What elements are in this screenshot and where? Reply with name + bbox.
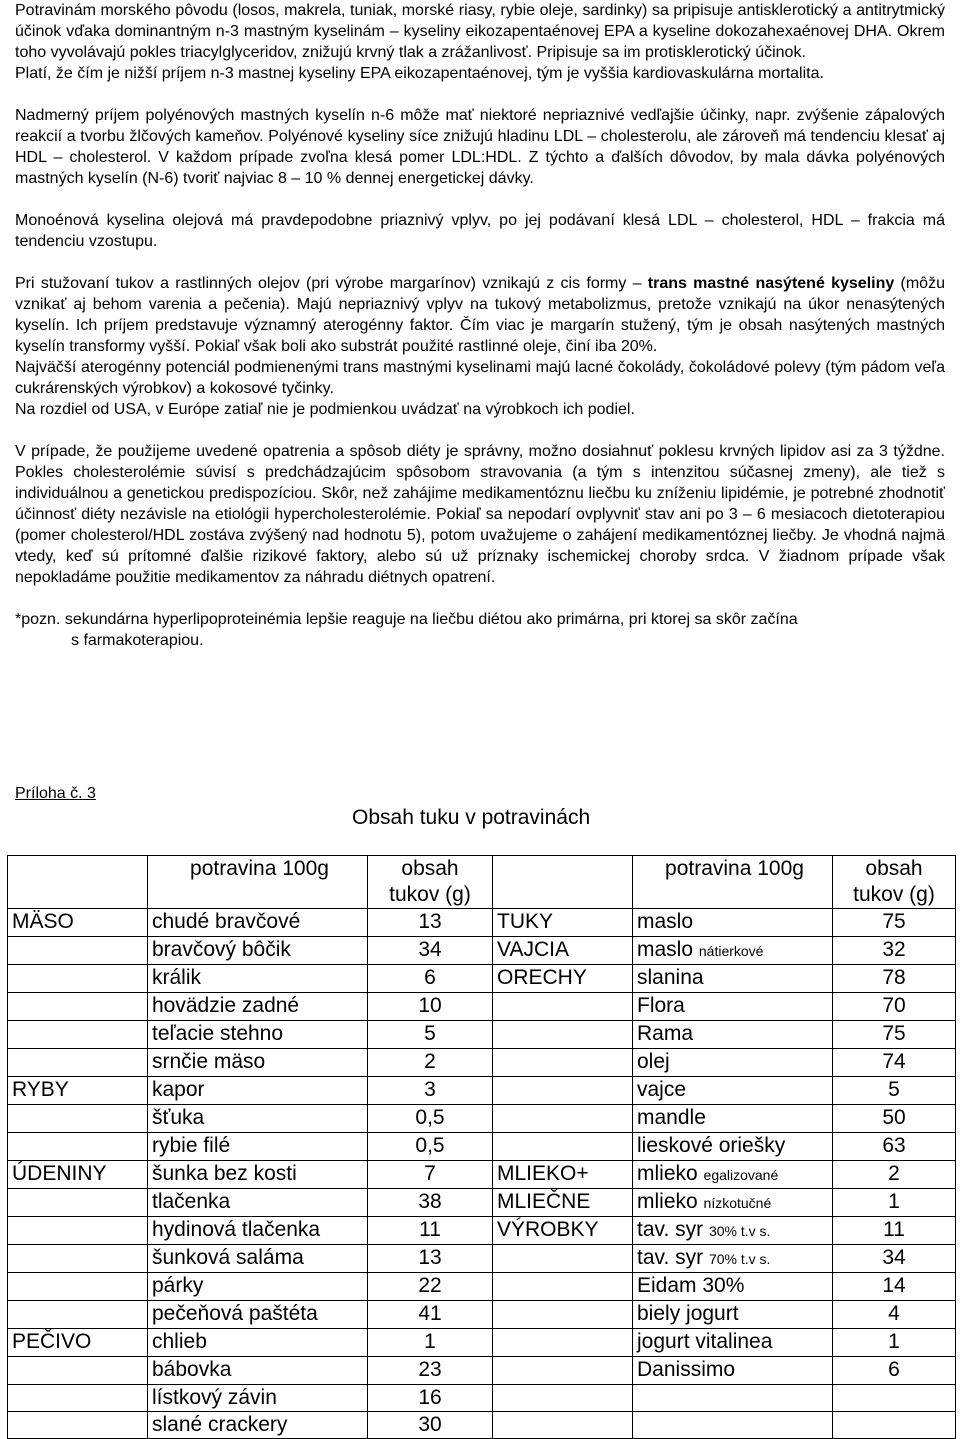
food-cell-left: šunka bez kosti bbox=[148, 1161, 368, 1189]
table-caption: Obsah tuku v potravinách bbox=[352, 806, 591, 829]
fat-cell-right bbox=[833, 1412, 956, 1439]
food-cell-left: rybie filé bbox=[148, 1133, 368, 1161]
group-cell-left bbox=[8, 1301, 148, 1329]
food-cell-left: slané crackery bbox=[148, 1412, 368, 1439]
fat-cell-left: 0,5 bbox=[368, 1133, 493, 1161]
food-cell-left: králik bbox=[148, 965, 368, 993]
fat-cell-right: 2 bbox=[833, 1161, 956, 1189]
fat-cell-right: 1 bbox=[833, 1189, 956, 1217]
food-cell-right bbox=[633, 1412, 833, 1439]
table-row bbox=[8, 1412, 956, 1439]
food-cell-right: tav. syr 30% t.v s. bbox=[633, 1217, 833, 1245]
food-cell-left: chlieb bbox=[148, 1329, 368, 1357]
food-cell-left: bábovka bbox=[148, 1357, 368, 1385]
food-cell-left: hydinová tlačenka bbox=[148, 1217, 368, 1245]
food-cell-left: hovädzie zadné bbox=[148, 993, 368, 1021]
header-food-left: potravina 100g bbox=[148, 856, 368, 909]
fat-cell-left: 5 bbox=[368, 1021, 493, 1049]
food-qualifier: 30% t.v s. bbox=[708, 1223, 771, 1239]
food-cell-left: bravčový bôčik bbox=[148, 937, 368, 965]
group-cell-right bbox=[493, 1245, 633, 1273]
group-cell-right bbox=[493, 1273, 633, 1301]
group-cell-left bbox=[8, 993, 148, 1021]
table-row bbox=[8, 993, 956, 1021]
header-fat-right: obsah tukov (g) bbox=[833, 856, 956, 909]
fat-cell-right: 74 bbox=[833, 1049, 956, 1077]
food-cell-left: srnčie mäso bbox=[148, 1049, 368, 1077]
food-cell-left: kapor bbox=[148, 1077, 368, 1105]
food-cell-right: olej bbox=[633, 1049, 833, 1077]
fat-cell-right: 5 bbox=[833, 1077, 956, 1105]
fat-cell-right: 78 bbox=[833, 965, 956, 993]
fat-cell-right: 63 bbox=[833, 1133, 956, 1161]
group-cell-right: VAJCIA bbox=[493, 937, 633, 965]
fat-cell-left: 6 bbox=[368, 965, 493, 993]
food-cell-right: lieskové oriešky bbox=[633, 1133, 833, 1161]
food-cell-right: slanina bbox=[633, 965, 833, 993]
group-cell-left bbox=[8, 1412, 148, 1439]
group-cell-right: TUKY bbox=[493, 909, 633, 937]
food-cell-right: Eidam 30% bbox=[633, 1273, 833, 1301]
paragraph-trans-fats: Pri stužovaní tukov a rastlinných olejov (pri výrobe margarínov) vznikajú z cis formy – trans mastné nasýtené kyseliny (môžu vznikať aj behom varenia a pečenia). Majú nepriaznivý vplyv na tukový metabolizmus, pretože vznikajú na úkor nenasýtených kyselín. Ich príjem predstavuje významný aterogénny faktor. Čím viac je margarín stužený, tým je obsah nasýtených mastných kyselín transformy vyšší. Pokiaľ však boli ako substrát použité rastlinné oleje, činí iba 20%. bbox=[15, 275, 945, 355]
fat-cell-left: 13 bbox=[368, 1245, 493, 1273]
table-row bbox=[8, 965, 956, 993]
fat-cell-left: 16 bbox=[368, 1385, 493, 1412]
fat-cell-left: 22 bbox=[368, 1273, 493, 1301]
table-row bbox=[8, 1049, 956, 1077]
group-cell-left bbox=[8, 937, 148, 965]
group-cell-left bbox=[8, 1357, 148, 1385]
table-header-row bbox=[8, 856, 956, 909]
fat-cell-right: 32 bbox=[833, 937, 956, 965]
food-cell-left: šunková saláma bbox=[148, 1245, 368, 1273]
group-cell-right: MLIEKO+ bbox=[493, 1161, 633, 1189]
group-cell-left bbox=[8, 1385, 148, 1412]
food-qualifier: egalizované bbox=[703, 1167, 779, 1183]
header-group-left bbox=[8, 856, 148, 909]
header-group-right bbox=[493, 856, 633, 909]
fat-cell-left: 3 bbox=[368, 1077, 493, 1105]
group-cell-left bbox=[8, 1189, 148, 1217]
table-row bbox=[8, 1301, 956, 1329]
group-cell-left: MÄSO bbox=[8, 909, 148, 937]
table-row bbox=[8, 1189, 956, 1217]
food-cell-right: mlieko nízkotučné bbox=[633, 1189, 833, 1217]
group-cell-left bbox=[8, 1105, 148, 1133]
paragraph-n6-intake: Nadmerný príjem polyénových mastných kyselín n-6 môže mať niektoré nepriaznivé vedľajšie účinky, napr. zvýšenie zápalových reakcií a tvorbu žlčových kameňov. Polyénové kyseliny síce znižujú hladinu LDL – cholesterolu, ale zároveň má tendenciu klesať aj HDL – cholesterol. V každom prípade zvoľna klesá pomer LDL:HDL. Z týchto a ďalších dôvodov, by mala dávka polyénových mastných kyselín (N-6) tvoriť najviac 8 – 10 % dennej energetickej dávky. bbox=[15, 107, 945, 187]
fat-cell-left: 41 bbox=[368, 1301, 493, 1329]
document-body bbox=[15, 0, 945, 651]
group-cell-left: PEČIVO bbox=[8, 1329, 148, 1357]
annex-label: Príloha č. 3 bbox=[15, 785, 96, 802]
table-row bbox=[8, 1357, 956, 1385]
group-cell-right bbox=[493, 993, 633, 1021]
food-qualifier: 70% t.v s. bbox=[708, 1251, 771, 1267]
group-cell-right bbox=[493, 1329, 633, 1357]
fat-cell-right: 75 bbox=[833, 1021, 956, 1049]
group-cell-right bbox=[493, 1385, 633, 1412]
fat-cell-right: 4 bbox=[833, 1301, 956, 1329]
food-cell-right: Flora bbox=[633, 993, 833, 1021]
table-row bbox=[8, 1161, 956, 1189]
group-cell-right bbox=[493, 1301, 633, 1329]
food-cell-left: pečeňová paštéta bbox=[148, 1301, 368, 1329]
fat-cell-left: 1 bbox=[368, 1329, 493, 1357]
food-cell-right: vajce bbox=[633, 1077, 833, 1105]
food-cell-left: párky bbox=[148, 1273, 368, 1301]
group-cell-left: ÚDENINY bbox=[8, 1161, 148, 1189]
table-row bbox=[8, 1245, 956, 1273]
paragraph-marine-foods: Potravinám morského pôvodu (losos, makrela, tuniak, morské riasy, rybie oleje, sardinky) sa pripisuje antisklerotický a antitrytmický účinok vďaka dominantným n-3 mastným kyselinám – kyseliny eikozapentaénovej EPA a kyseline dokozahexaénovej DHA. Okrem toho vyvolávajú pokles triacylglyceridov, znižujú krvný tlak a zrážanlivosť. Pripisuje sa im protisklerotický účinok. bbox=[15, 2, 945, 61]
group-cell-left bbox=[8, 965, 148, 993]
fat-cell-left: 13 bbox=[368, 909, 493, 937]
fat-cell-right: 1 bbox=[833, 1329, 956, 1357]
paragraph-diet-effect: V prípade, že použijeme uvedené opatrenia a spôsob diéty je správny, možno dosiahnuť poklesu krvných lipidov asi za 3 týždne. Pokles cholesterolémie súvisí s predchádzajúcim spôsobom stravovania (a tým s intenzitou súčasnej zmeny), ale tiež s individuálnou a genetickou predispozíciou. Skôr, než zahájime medikamentóznu liečbu ku zníženiu lipidémie, je potrebné zhodnotiť účinnosť diéty nezávisle na etiológii hypercholesterolémie. Pokiaľ sa nepodarí ovplyvniť stav ani po 3 – 6 mesiacoch dietoterapiou (pomer cholesterol/HDL zostáva zvýšený nad hodnotu 5), potom uvažujeme o zahájení medikamentóznej liečby. Je vhodná najmä vtedy, keď sú prítomné ďalšie rizikové faktory, alebo sú už príznaky ischemickej choroby srdca. V žiadnom prípade však nepokladáme použitie medikamentov za náhradu diétnych opatrení. bbox=[15, 443, 945, 586]
food-cell-right: tav. syr 70% t.v s. bbox=[633, 1245, 833, 1273]
food-cell-right: maslo nátierkové bbox=[633, 937, 833, 965]
table-row bbox=[8, 1021, 956, 1049]
food-cell-left: chudé bravčové bbox=[148, 909, 368, 937]
table-row bbox=[8, 937, 956, 965]
group-cell-right bbox=[493, 1412, 633, 1439]
group-cell-right bbox=[493, 1133, 633, 1161]
fat-cell-right: 75 bbox=[833, 909, 956, 937]
food-cell-right: Danissimo bbox=[633, 1357, 833, 1385]
fat-content-table bbox=[7, 855, 956, 1439]
fat-cell-left: 11 bbox=[368, 1217, 493, 1245]
group-cell-right bbox=[493, 1357, 633, 1385]
fat-cell-left: 0,5 bbox=[368, 1105, 493, 1133]
food-cell-right: biely jogurt bbox=[633, 1301, 833, 1329]
paragraph-atherogenic: Najväčší aterogénny potenciál podmienenými trans mastnými kyselinami majú lacné čokolády, čokoládové polevy (tým pádom veľa cukrárenských výrobkov) a kokosové tyčinky. bbox=[15, 359, 945, 397]
paragraph-usa-europe: Na rozdiel od USA, v Európe zatiaľ nie je podmienkou uvádzať na výrobkoch ich podiel. bbox=[15, 401, 635, 418]
group-cell-right: VÝROBKY bbox=[493, 1217, 633, 1245]
group-cell-right: MLIEČNE bbox=[493, 1189, 633, 1217]
table-row bbox=[8, 1217, 956, 1245]
paragraph-oleic-acid: Monoénová kyselina olejová má pravdepodobne priaznivý vplyv, po jej podávaní klesá LDL – cholesterol, HDL – frakcia má tendenciu vzostupu. bbox=[15, 212, 945, 250]
group-cell-right bbox=[493, 1077, 633, 1105]
group-cell-left bbox=[8, 1133, 148, 1161]
fat-cell-right: 14 bbox=[833, 1273, 956, 1301]
food-cell-right: Rama bbox=[633, 1021, 833, 1049]
group-cell-right bbox=[493, 1021, 633, 1049]
table-row bbox=[8, 1077, 956, 1105]
fat-cell-left: 30 bbox=[368, 1412, 493, 1439]
table-row bbox=[8, 1329, 956, 1357]
group-cell-right bbox=[493, 1105, 633, 1133]
fat-cell-left: 34 bbox=[368, 937, 493, 965]
group-cell-left bbox=[8, 1021, 148, 1049]
fat-cell-right: 34 bbox=[833, 1245, 956, 1273]
group-cell-left bbox=[8, 1273, 148, 1301]
food-cell-right bbox=[633, 1385, 833, 1412]
food-cell-left: lístkový závin bbox=[148, 1385, 368, 1412]
fat-cell-left: 7 bbox=[368, 1161, 493, 1189]
food-qualifier: nátierkové bbox=[698, 943, 764, 959]
food-qualifier: nízkotučné bbox=[703, 1195, 772, 1211]
table-row bbox=[8, 909, 956, 937]
group-cell-left: RYBY bbox=[8, 1077, 148, 1105]
fat-cell-left: 2 bbox=[368, 1049, 493, 1077]
food-cell-left: tlačenka bbox=[148, 1189, 368, 1217]
fat-cell-right: 50 bbox=[833, 1105, 956, 1133]
header-food-right: potravina 100g bbox=[633, 856, 833, 909]
food-cell-left: teľacie stehno bbox=[148, 1021, 368, 1049]
fat-cell-left: 23 bbox=[368, 1357, 493, 1385]
fat-cell-right: 70 bbox=[833, 993, 956, 1021]
group-cell-right: ORECHY bbox=[493, 965, 633, 993]
trans-fats-emphasis: trans mastné nasýtené kyseliny bbox=[647, 275, 895, 292]
group-cell-right bbox=[493, 1049, 633, 1077]
table-row bbox=[8, 1273, 956, 1301]
fat-cell-right: 11 bbox=[833, 1217, 956, 1245]
footnote: *pozn. sekundárna hyperlipoproteinémia lepšie reaguje na liečbu diétou ako primárna, pri ktorej sa skôr začína s farmakoterapiou. bbox=[15, 611, 798, 649]
fat-cell-right bbox=[833, 1385, 956, 1412]
fat-cell-left: 10 bbox=[368, 993, 493, 1021]
table-row bbox=[8, 1105, 956, 1133]
fat-cell-left: 38 bbox=[368, 1189, 493, 1217]
header-fat-left: obsah tukov (g) bbox=[368, 856, 493, 909]
food-cell-right: mlieko egalizované bbox=[633, 1161, 833, 1189]
group-cell-left bbox=[8, 1049, 148, 1077]
food-cell-left: šťuka bbox=[148, 1105, 368, 1133]
group-cell-left bbox=[8, 1217, 148, 1245]
food-cell-right: jogurt vitalinea bbox=[633, 1329, 833, 1357]
table-row bbox=[8, 1385, 956, 1412]
table-row bbox=[8, 1133, 956, 1161]
food-cell-right: mandle bbox=[633, 1105, 833, 1133]
paragraph-epa-mortality: Platí, že čím je nižší príjem n-3 mastnej kyseliny EPA eikozapentaénovej, tým je vyššia kardiovaskulárna mortalita. bbox=[15, 65, 824, 82]
fat-cell-right: 6 bbox=[833, 1357, 956, 1385]
group-cell-left bbox=[8, 1245, 148, 1273]
food-cell-right: maslo bbox=[633, 909, 833, 937]
